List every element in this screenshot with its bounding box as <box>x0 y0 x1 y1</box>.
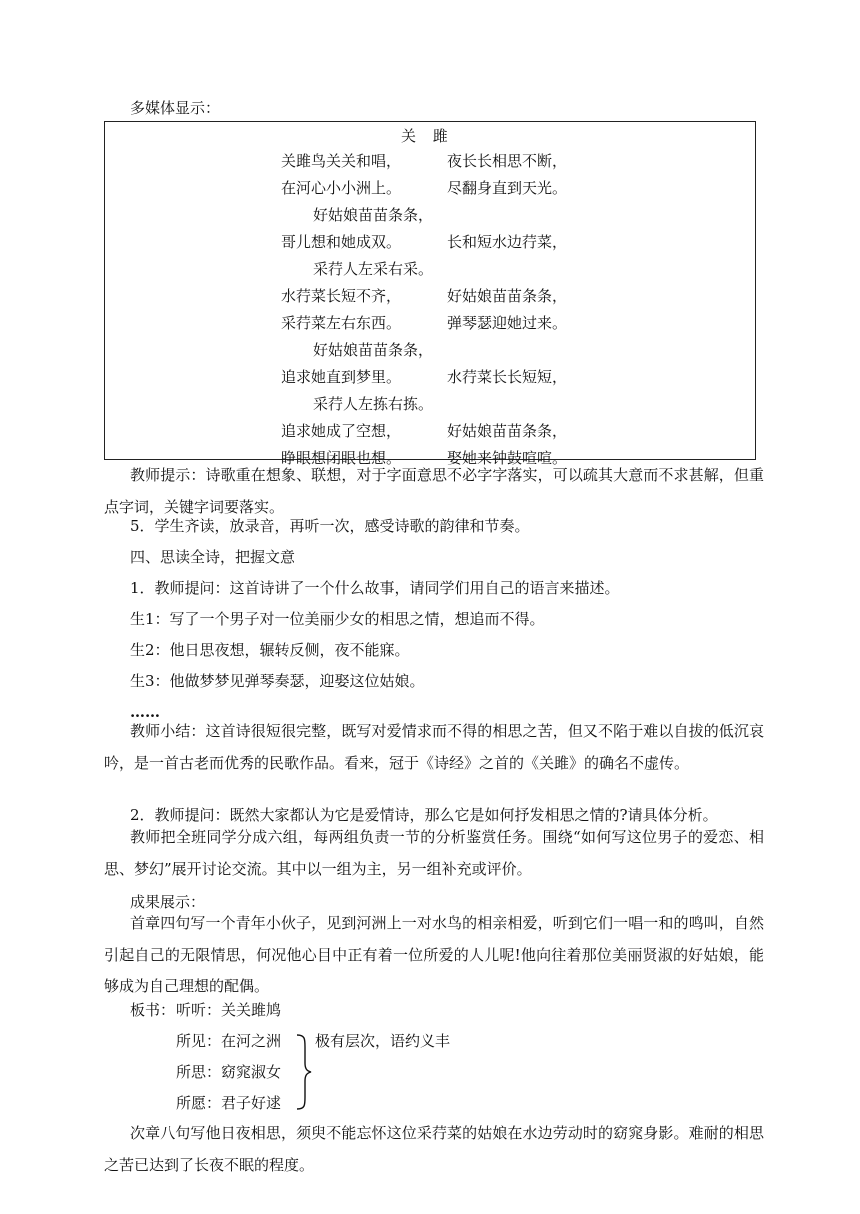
poem-line: 追求她成了空想， <box>281 422 402 440</box>
teacher-summary-paragraph: 教师小结：这首诗很短很完整，既写对爱情求而不得的相思之苦，但又不陷于难以自拔的低沉哀吟，是一首古老而优秀的民歌作品。看来，冠于《诗经》之首的《关雎》的确名不虚传。 <box>104 722 764 772</box>
board-item: 所思：窈窕淑女 <box>176 1063 282 1081</box>
board-summary: 极有层次，语约义丰 <box>315 1032 451 1050</box>
poem-line: 弹琴瑟迎她过来。 <box>447 314 568 332</box>
poem-line: 水荇菜长长短短， <box>447 368 568 386</box>
poem-line: 在河心小小洲上。 <box>281 179 402 197</box>
student-answer-1: 生1：写了一个男子对一位美丽少女的相思之情，想追而不得。 <box>130 610 545 628</box>
poem-line: 采荇菜左右东西。 <box>281 314 402 332</box>
poem-line: 好姑娘苗苗条条， <box>313 206 434 224</box>
poem-line: 夜长长相思不断， <box>447 152 568 170</box>
group-task-paragraph: 教师把全班同学分成六组，每两组负责一节的分析鉴赏任务。围绕“如何写这位男子的爱恋、相思、梦幻”展开讨论交流。其中以一组为主，另一组补充或评价。 <box>104 828 764 878</box>
student-answer-2: 生2：他日思夜想，辗转反侧，夜不能寐。 <box>130 641 410 659</box>
poem-line: 采荇人左拣右拣。 <box>313 395 434 413</box>
poem-line: 长和短水边荇菜， <box>447 233 568 251</box>
board-item: 所愿：君子好逑 <box>176 1094 282 1112</box>
second-stanza-analysis: 次章八句写他日夜相思，须臾不能忘怀这位采荇菜的姑娘在水边劳动时的窈窕身影。难耐的相思之苦已达到了长夜不眠的程度。 <box>104 1124 764 1174</box>
poem-line: 好姑娘苗苗条条， <box>447 422 568 440</box>
teacher-question-2: 2．教师提问：既然大家都认为它是爱情诗，那么它是如何抒发相思之情的?请具体分析。 <box>130 806 718 824</box>
results-label: 成果展示： <box>130 893 206 911</box>
poem-line: 哥儿想和她成双。 <box>281 233 402 251</box>
poem-line: 追求她直到梦里。 <box>281 368 402 386</box>
step-5-text: 5．学生齐读，放录音，再听一次，感受诗歌的韵律和节奏。 <box>130 517 530 535</box>
poem-line: 关雎鸟关关和唱， <box>281 152 402 170</box>
poem-title: 关 雎 <box>401 127 454 145</box>
curly-brace-icon <box>294 1033 312 1111</box>
board-item: 所见：在河之洲 <box>176 1032 282 1050</box>
poem-line: 好姑娘苗苗条条， <box>313 341 434 359</box>
poem-line: 娶她来钟鼓喧喧。 <box>447 449 568 467</box>
intro-label: 多媒体显示： <box>130 99 221 117</box>
poem-line: 好姑娘苗苗条条， <box>447 287 568 305</box>
student-answer-3: 生3：他做梦梦见弹琴奏瑟，迎娶这位姑娘。 <box>130 672 425 690</box>
first-stanza-analysis: 首章四句写一个青年小伙子，见到河洲上一对水鸟的相亲相爱，听到它们一唱一和的鸣叫，自然引起自己的无限情思，何况他心目中正有着一位所爱的人儿呢!他向往着那位美丽贤淑的好姑娘，能够成为自己理想的配偶。 <box>104 914 764 995</box>
section-heading: 四、思读全诗，把握文意 <box>130 548 296 566</box>
poem-line: 睁眼想闭眼也想。 <box>281 449 402 467</box>
board-prefix: 板书： <box>130 1001 176 1019</box>
teacher-question-1: 1．教师提问：这首诗讲了一个什么故事，请同学们用自己的语言来描述。 <box>130 579 620 597</box>
poem-line: 尽翻身直到天光。 <box>447 179 568 197</box>
board-item: 听听：关关雎鸠 <box>176 1001 282 1019</box>
poem-line: 水荇菜长短不齐， <box>281 287 402 305</box>
poem-line: 采荇人左采右采。 <box>313 260 434 278</box>
teacher-hint-paragraph: 教师提示：诗歌重在想象、联想，对于字面意思不必字字落实，可以疏其大意而不求甚解，但重点字词，关键字词要落实。 <box>104 466 764 516</box>
ellipsis: …… <box>130 703 160 721</box>
